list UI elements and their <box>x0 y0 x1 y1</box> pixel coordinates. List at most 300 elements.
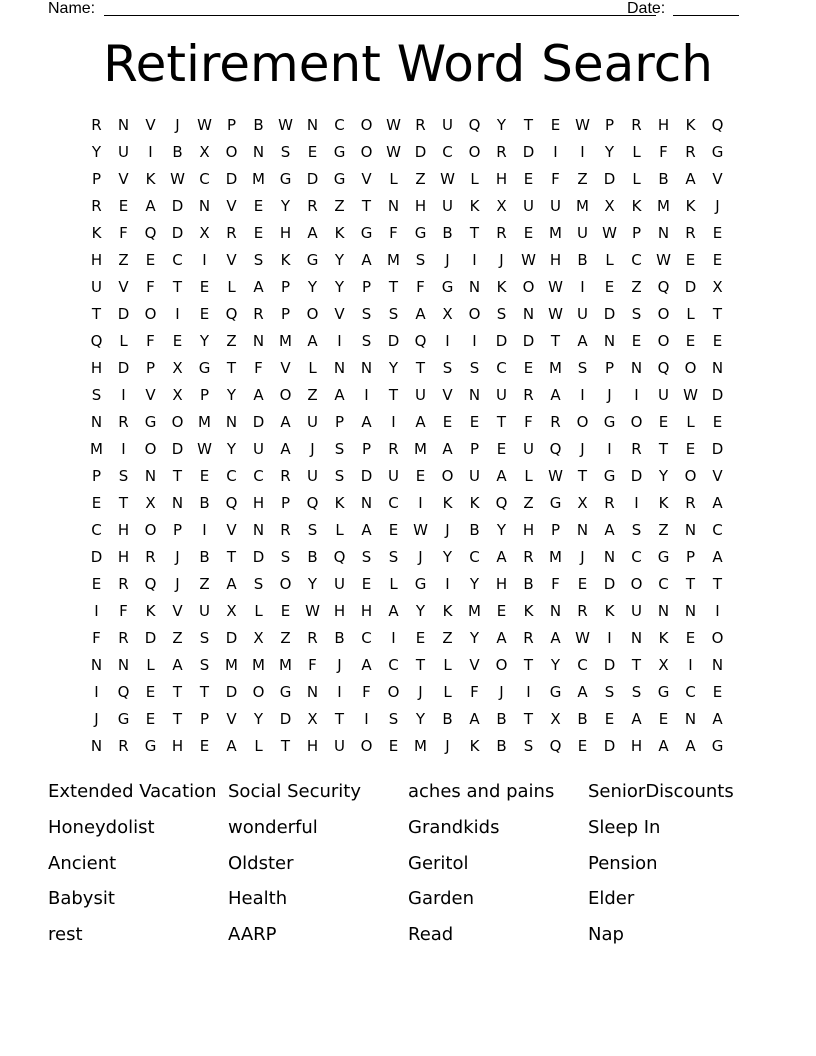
grid-letter: R <box>415 115 426 134</box>
grid-letter: I <box>94 682 99 701</box>
grid-letter: S <box>280 547 291 566</box>
grid-letter: E <box>442 412 453 431</box>
grid-letter: V <box>226 709 237 728</box>
grid-letter: A <box>712 709 723 728</box>
grid-letter: S <box>253 574 264 593</box>
grid-letter: Z <box>307 385 318 404</box>
grid-letter: S <box>388 709 399 728</box>
grid-letter: G <box>333 169 346 188</box>
grid-letter: I <box>607 628 612 647</box>
grid-letter: T <box>388 385 399 404</box>
grid-letter: I <box>148 142 153 161</box>
grid-letter: V <box>118 277 129 296</box>
grid-letter: B <box>658 169 669 188</box>
grid-letter: S <box>388 547 399 566</box>
grid-letter: V <box>334 304 345 323</box>
grid-letter: Q <box>225 493 238 512</box>
grid-letter: Y <box>469 574 480 593</box>
grid-letter: R <box>280 520 291 539</box>
grid-row <box>83 516 731 543</box>
grid-letter: K <box>658 628 669 647</box>
grid-letter: J <box>607 385 612 404</box>
grid-letter: V <box>226 196 237 215</box>
grid-letter: R <box>523 628 534 647</box>
grid-letter: K <box>496 277 507 296</box>
grid-letter: F <box>551 169 560 188</box>
grid-letter: E <box>253 196 264 215</box>
grid-row <box>83 138 731 165</box>
grid-letter: N <box>225 412 238 431</box>
grid-letter: D <box>144 628 157 647</box>
grid-letter: D <box>117 358 130 377</box>
grid-letter: O <box>144 304 157 323</box>
grid-letter: A <box>685 736 696 755</box>
grid-letter: E <box>307 142 318 161</box>
grid-letter: S <box>496 304 507 323</box>
grid-letter: Y <box>496 520 507 539</box>
grid-letter: R <box>118 736 129 755</box>
grid-letter: H <box>279 223 292 242</box>
grid-letter: I <box>391 628 396 647</box>
grid-letter: R <box>226 223 237 242</box>
grid-letter: U <box>496 385 507 404</box>
grid-letter: Q <box>549 439 562 458</box>
grid-letter: W <box>170 169 185 188</box>
grid-letter: I <box>364 709 369 728</box>
grid-letter: E <box>91 493 102 512</box>
grid-letter: O <box>225 142 238 161</box>
grid-letter: Z <box>226 331 237 350</box>
grid-letter: C <box>658 574 669 593</box>
grid-letter: T <box>577 466 588 485</box>
grid-letter: T <box>388 277 399 296</box>
grid-letter: J <box>445 520 450 539</box>
grid-letter: O <box>522 277 535 296</box>
grid-letter: W <box>197 115 212 134</box>
grid-letter: U <box>523 196 534 215</box>
grid-letter: V <box>145 385 156 404</box>
grid-letter: M <box>90 439 103 458</box>
grid-letter: D <box>684 277 697 296</box>
grid-letter: J <box>580 439 585 458</box>
grid-letter: I <box>121 439 126 458</box>
grid-letter: A <box>631 709 642 728</box>
word-list-item: Nap <box>588 924 624 946</box>
grid-letter: L <box>632 169 641 188</box>
grid-letter: Q <box>144 223 157 242</box>
grid-letter: N <box>144 466 157 485</box>
grid-row <box>83 354 731 381</box>
grid-letter: Z <box>415 169 426 188</box>
grid-letter: F <box>659 142 668 161</box>
grid-letter: R <box>604 493 615 512</box>
grid-letter: G <box>414 574 427 593</box>
grid-letter: A <box>361 412 372 431</box>
grid-letter: M <box>468 601 481 620</box>
grid-letter: K <box>91 223 102 242</box>
grid-letter: U <box>307 466 318 485</box>
grid-letter: T <box>172 277 183 296</box>
grid-letter: T <box>172 466 183 485</box>
grid-letter: T <box>523 655 534 674</box>
grid-letter: I <box>715 601 720 620</box>
grid-row <box>83 246 731 273</box>
grid-letter: S <box>361 304 372 323</box>
grid-letter: X <box>253 628 264 647</box>
word-list-item: Sleep In <box>588 816 661 838</box>
grid-letter: X <box>172 385 183 404</box>
grid-letter: O <box>387 682 400 701</box>
grid-letter: B <box>577 709 588 728</box>
grid-letter: Z <box>442 628 453 647</box>
grid-letter: E <box>685 628 696 647</box>
grid-letter: R <box>496 142 507 161</box>
grid-letter: A <box>226 736 237 755</box>
grid-letter: L <box>308 358 317 377</box>
grid-letter: S <box>307 520 318 539</box>
grid-letter: E <box>685 331 696 350</box>
grid-letter: E <box>550 115 561 134</box>
grid-letter: O <box>684 358 697 377</box>
grid-letter: U <box>118 142 129 161</box>
grid-letter: E <box>577 736 588 755</box>
grid-letter: T <box>523 709 534 728</box>
grid-letter: E <box>604 277 615 296</box>
grid-letter: S <box>631 520 642 539</box>
grid-letter: H <box>360 601 373 620</box>
grid-letter: U <box>577 223 588 242</box>
grid-letter: T <box>118 493 129 512</box>
grid-letter: O <box>630 574 643 593</box>
grid-letter: O <box>711 628 724 647</box>
grid-letter: Y <box>415 601 426 620</box>
grid-letter: C <box>631 250 642 269</box>
grid-letter: V <box>712 169 723 188</box>
grid-letter: Q <box>144 574 157 593</box>
grid-letter: D <box>414 142 427 161</box>
grid-letter: E <box>118 196 129 215</box>
grid-letter: B <box>496 736 507 755</box>
grid-letter: H <box>333 601 346 620</box>
grid-letter: E <box>523 223 534 242</box>
grid-letter: K <box>469 736 480 755</box>
grid-letter: Q <box>414 331 427 350</box>
grid-letter: B <box>172 142 183 161</box>
word-list-item: Elder <box>588 888 635 910</box>
grid-letter: C <box>685 682 696 701</box>
grid-letter: X <box>550 709 561 728</box>
grid-letter: V <box>118 169 129 188</box>
grid-letter: J <box>418 682 423 701</box>
grid-letter: N <box>117 655 130 674</box>
grid-letter: E <box>145 250 156 269</box>
grid-letter: O <box>468 142 481 161</box>
grid-letter: J <box>715 196 720 215</box>
grid-letter: W <box>278 115 293 134</box>
grid-letter: R <box>631 439 642 458</box>
grid-letter: Q <box>657 277 670 296</box>
grid-letter: U <box>469 466 480 485</box>
grid-letter: I <box>688 655 693 674</box>
grid-letter: E <box>280 601 291 620</box>
grid-letter: T <box>550 331 561 350</box>
grid-letter: M <box>225 655 238 674</box>
grid-letter: F <box>551 574 560 593</box>
grid-letter: R <box>145 547 156 566</box>
grid-letter: R <box>685 493 696 512</box>
grid-letter: P <box>334 412 345 431</box>
grid-letter: P <box>631 223 642 242</box>
grid-letter: D <box>495 331 508 350</box>
grid-letter: V <box>469 655 480 674</box>
grid-letter: J <box>175 574 180 593</box>
grid-letter: D <box>360 466 373 485</box>
grid-letter: Q <box>117 682 130 701</box>
grid-letter: M <box>252 169 265 188</box>
grid-letter: G <box>711 736 724 755</box>
grid-letter: D <box>711 439 724 458</box>
grid-letter: R <box>631 115 642 134</box>
grid-letter: A <box>334 385 345 404</box>
grid-letter: R <box>685 223 696 242</box>
grid-letter: G <box>360 223 373 242</box>
grid-letter: A <box>496 628 507 647</box>
grid-letter: T <box>685 574 696 593</box>
grid-letter: S <box>280 142 291 161</box>
grid-letter: T <box>658 439 669 458</box>
grid-letter: N <box>360 493 373 512</box>
grid-letter: N <box>711 358 724 377</box>
grid-letter: R <box>550 412 561 431</box>
grid-letter: E <box>145 682 156 701</box>
grid-row <box>83 165 731 192</box>
grid-letter: B <box>577 250 588 269</box>
grid-letter: P <box>550 520 561 539</box>
grid-letter: A <box>604 520 615 539</box>
grid-letter: U <box>91 277 102 296</box>
grid-letter: I <box>364 385 369 404</box>
grid-letter: E <box>604 709 615 728</box>
grid-row <box>83 543 731 570</box>
grid-letter: D <box>711 385 724 404</box>
grid-row <box>83 219 731 246</box>
grid-letter: S <box>199 628 210 647</box>
grid-letter: X <box>199 223 210 242</box>
grid-letter: C <box>469 547 480 566</box>
grid-letter: D <box>630 466 643 485</box>
grid-letter: X <box>604 196 615 215</box>
grid-letter: C <box>388 655 399 674</box>
grid-letter: S <box>523 736 534 755</box>
grid-letter: A <box>577 331 588 350</box>
grid-letter: E <box>199 304 210 323</box>
grid-letter: B <box>253 115 264 134</box>
grid-letter: T <box>199 682 210 701</box>
grid-letter: M <box>576 196 589 215</box>
grid-letter: A <box>280 412 291 431</box>
page-title: Retirement Word Search <box>103 35 713 93</box>
grid-letter: S <box>199 655 210 674</box>
grid-letter: Y <box>388 358 399 377</box>
grid-letter: X <box>712 277 723 296</box>
grid-letter: Y <box>226 439 237 458</box>
grid-letter: Z <box>577 169 588 188</box>
grid-letter: S <box>361 331 372 350</box>
grid-letter: U <box>334 574 345 593</box>
date-label: Date: <box>627 0 666 17</box>
grid-letter: Y <box>226 385 237 404</box>
grid-letter: L <box>146 655 155 674</box>
grid-letter: W <box>521 250 536 269</box>
grid-letter: I <box>472 331 477 350</box>
word-list-item: Health <box>228 888 288 910</box>
grid-letter: T <box>469 223 480 242</box>
grid-row <box>83 435 731 462</box>
grid-letter: N <box>522 304 535 323</box>
grid-letter: O <box>360 736 373 755</box>
grid-letter: G <box>657 547 670 566</box>
grid-letter: K <box>658 493 669 512</box>
grid-letter: L <box>605 250 614 269</box>
word-list-item: Geritol <box>408 852 469 874</box>
grid-letter: W <box>440 169 455 188</box>
grid-letter: H <box>495 169 508 188</box>
grid-letter: N <box>171 493 184 512</box>
grid-letter: D <box>225 169 238 188</box>
grid-letter: X <box>496 196 507 215</box>
grid-row <box>83 381 731 408</box>
grid-letter: A <box>577 682 588 701</box>
grid-letter: N <box>468 277 481 296</box>
grid-letter: P <box>199 385 210 404</box>
grid-letter: C <box>496 358 507 377</box>
grid-letter: T <box>712 304 723 323</box>
grid-letter: U <box>550 196 561 215</box>
grid-letter: Z <box>172 628 183 647</box>
grid-letter: C <box>577 655 588 674</box>
grid-letter: U <box>334 736 345 755</box>
grid-row <box>83 462 731 489</box>
grid-letter: A <box>253 385 264 404</box>
grid-letter: E <box>199 277 210 296</box>
word-list-item: wonderful <box>228 816 318 838</box>
grid-letter: L <box>119 331 128 350</box>
grid-letter: V <box>145 115 156 134</box>
grid-letter: N <box>90 736 103 755</box>
grid-letter: Y <box>253 709 264 728</box>
grid-letter: R <box>523 547 534 566</box>
grid-letter: T <box>496 412 507 431</box>
grid-letter: Q <box>495 493 508 512</box>
grid-letter: P <box>280 304 291 323</box>
grid-letter: G <box>657 682 670 701</box>
grid-letter: S <box>334 439 345 458</box>
grid-letter: S <box>388 304 399 323</box>
grid-letter: L <box>524 466 533 485</box>
grid-letter: M <box>198 412 211 431</box>
grid-letter: A <box>280 439 291 458</box>
grid-letter: Y <box>658 466 669 485</box>
grid-letter: D <box>117 304 130 323</box>
grid-letter: L <box>254 601 263 620</box>
grid-letter: G <box>549 493 562 512</box>
grid-letter: C <box>226 466 237 485</box>
grid-letter: A <box>658 736 669 755</box>
grid-letter: J <box>580 547 585 566</box>
grid-letter: D <box>522 331 535 350</box>
grid-letter: L <box>686 304 695 323</box>
grid-letter: Y <box>307 277 318 296</box>
grid-letter: F <box>362 682 371 701</box>
grid-letter: R <box>118 412 129 431</box>
grid-letter: A <box>550 385 561 404</box>
grid-letter: N <box>657 223 670 242</box>
grid-letter: Q <box>711 115 724 134</box>
grid-letter: S <box>604 682 615 701</box>
grid-letter: X <box>577 493 588 512</box>
grid-letter: A <box>361 655 372 674</box>
grid-letter: I <box>391 412 396 431</box>
grid-letter: Q <box>549 736 562 755</box>
grid-letter: Y <box>496 115 507 134</box>
grid-letter: N <box>711 655 724 674</box>
grid-letter: K <box>442 493 453 512</box>
grid-letter: T <box>361 196 372 215</box>
grid-letter: A <box>145 196 156 215</box>
grid-letter: S <box>631 304 642 323</box>
grid-letter: I <box>175 304 180 323</box>
grid-letter: E <box>253 223 264 242</box>
grid-letter: X <box>172 358 183 377</box>
grid-letter: Z <box>658 520 669 539</box>
grid-letter: O <box>144 520 157 539</box>
grid-letter: J <box>499 250 504 269</box>
grid-letter: E <box>415 628 426 647</box>
grid-letter: E <box>712 412 723 431</box>
grid-letter: B <box>199 493 210 512</box>
grid-letter: H <box>414 196 427 215</box>
word-list-item: Garden <box>408 888 474 910</box>
grid-letter: X <box>307 709 318 728</box>
grid-letter: A <box>496 547 507 566</box>
grid-letter: W <box>548 304 563 323</box>
grid-letter: R <box>118 574 129 593</box>
grid-letter: F <box>146 331 155 350</box>
grid-letter: I <box>445 331 450 350</box>
grid-letter: R <box>91 196 102 215</box>
grid-letter: E <box>496 601 507 620</box>
grid-letter: D <box>306 169 319 188</box>
grid-letter: I <box>634 385 639 404</box>
grid-letter: Z <box>118 250 129 269</box>
grid-row <box>83 570 731 597</box>
grid-letter: E <box>469 412 480 431</box>
grid-letter: L <box>686 412 695 431</box>
grid-letter: X <box>199 142 210 161</box>
grid-letter: S <box>91 385 102 404</box>
grid-letter: Q <box>657 358 670 377</box>
grid-letter: U <box>631 601 642 620</box>
grid-letter: Q <box>90 331 103 350</box>
grid-letter: D <box>90 547 103 566</box>
grid-letter: Y <box>334 277 345 296</box>
grid-letter: G <box>117 709 130 728</box>
grid-letter: W <box>386 115 401 134</box>
grid-letter: X <box>145 493 156 512</box>
grid-letter: R <box>523 385 534 404</box>
grid-letter: N <box>684 709 697 728</box>
grid-letter: W <box>656 250 671 269</box>
